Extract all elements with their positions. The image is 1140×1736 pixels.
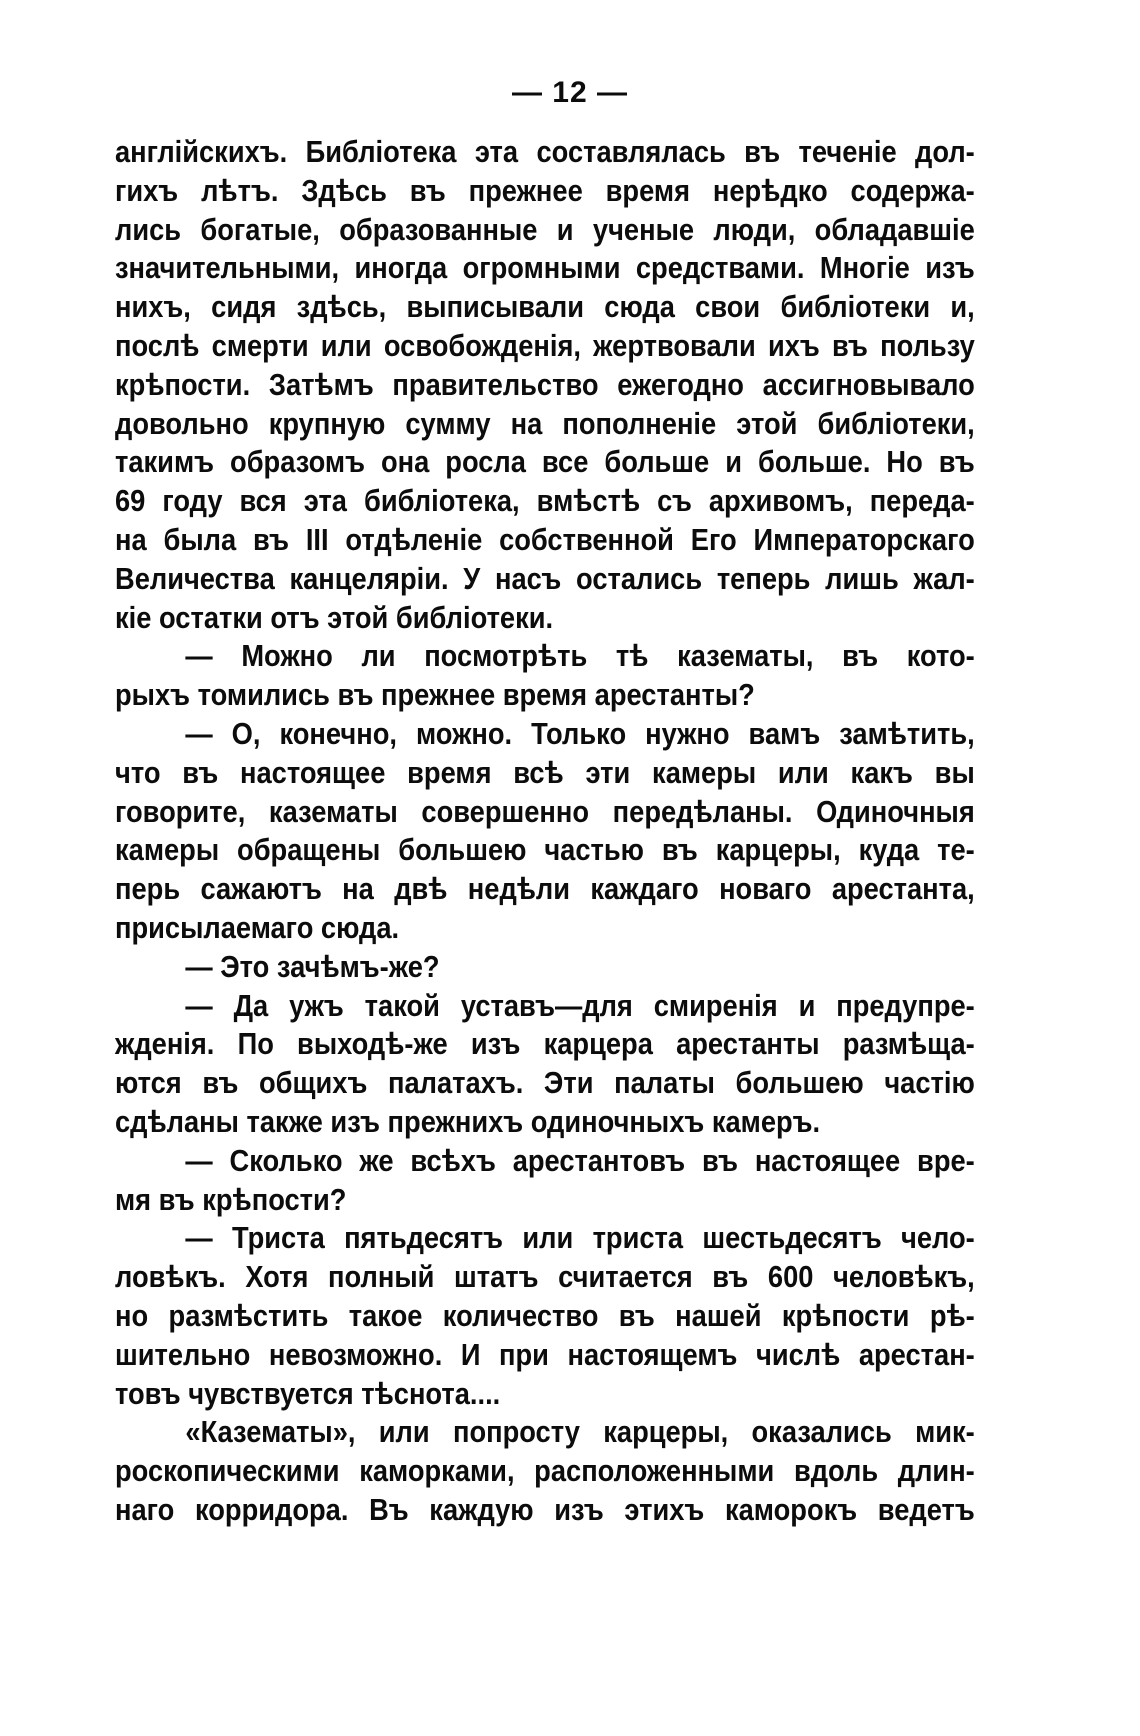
text-line: англійскихъ. Библіотека эта составлялась въ теченіе дол-: [115, 134, 975, 169]
text-line: — Это зачѣмъ-же?: [185, 948, 440, 984]
text-line: ются въ общихъ палатахъ. Эти палаты большею частію: [115, 1065, 975, 1101]
text-line: лись богатые, образованные и ученые люди, обладавшіе: [115, 211, 975, 247]
text-line: такимъ образомъ она росла все больше и больше. Но въ: [115, 444, 975, 480]
text-line: довольно крупную сумму на пополненіе этой библіотеки,: [115, 405, 975, 441]
text-line: шительно невозможно. И при настоящемъ числѣ арестан-: [115, 1336, 975, 1372]
text-line: наго корридора. Въ каждую изъ этихъ каморокъ ведетъ: [115, 1491, 975, 1527]
text-line: нихъ, сидя здѣсь, выписывали сюда свои библіотеки и,: [115, 289, 975, 325]
body-text: [115, 133, 975, 1530]
text-line: Величества канцеляріи. У насъ остались теперь лишь жал-: [115, 560, 975, 596]
text-line: на была въ III отдѣленіе собственной Его Императорскаго: [115, 521, 975, 557]
text-line: перь сажаютъ на двѣ недѣли каждаго новаго арестанта,: [115, 871, 975, 907]
text-line: ловѣкъ. Хотя полный штатъ считается въ 600 человѣкъ,: [115, 1259, 975, 1295]
text-line: гихъ лѣтъ. Здѣсь въ прежнее время нерѣдко содержа-: [115, 172, 975, 208]
text-line: крѣпости. Затѣмъ правительство ежегодно ассигновывало: [115, 366, 975, 402]
text-line: камеры обращены большею частью въ карцеры, куда те-: [115, 832, 975, 868]
text-line: присылаемаго сюда.: [115, 909, 400, 945]
text-line: мя въ крѣпости?: [115, 1181, 347, 1217]
text-line: — Можно ли посмотрѣть тѣ казематы, въ кото-: [185, 638, 975, 674]
page-number: — 12 —: [511, 76, 629, 109]
text-line: кіе остатки отъ этой библіотеки.: [115, 599, 554, 635]
text-line: что въ настоящее время всѣ эти камеры или какъ вы: [115, 754, 975, 790]
text-line: говорите, казематы совершенно передѣланы. Одиночныя: [115, 793, 975, 829]
text-line: товъ чувствуется тѣснота....: [115, 1375, 501, 1411]
text-line: 69 году вся эта библіотека, вмѣстѣ съ архивомъ, переда-: [115, 483, 975, 519]
text-line: — Да ужъ такой уставъ—для смиренія и предупре-: [185, 987, 975, 1023]
text-line: послѣ смерти или освобожденія, жертвовали ихъ въ пользу: [115, 327, 975, 363]
text-line: значительными, иногда огромными средствами. Многіе изъ: [115, 250, 975, 286]
text-line: сдѣланы также изъ прежнихъ одиночныхъ камеръ.: [115, 1103, 821, 1139]
text-line: — Сколько же всѣхъ арестантовъ въ настоящее вре-: [185, 1142, 975, 1178]
text-line: — О, конечно, можно. Только нужно вамъ замѣтить,: [185, 715, 975, 751]
text-line: «Казематы», или попросту карцеры, оказались мик-: [185, 1414, 975, 1450]
text-line: но размѣстить такое количество въ нашей крѣпости рѣ-: [115, 1297, 975, 1333]
text-line: роскопическими каморками, расположенными вдоль длин-: [115, 1453, 975, 1489]
text-line: жденія. По выходѣ-же изъ карцера арестанты размѣща-: [115, 1026, 975, 1062]
text-line: — Триста пятьдесятъ или триста шестьдесятъ чело-: [185, 1220, 975, 1256]
text-line: рыхъ томились въ прежнее время арестанты?: [115, 677, 755, 713]
